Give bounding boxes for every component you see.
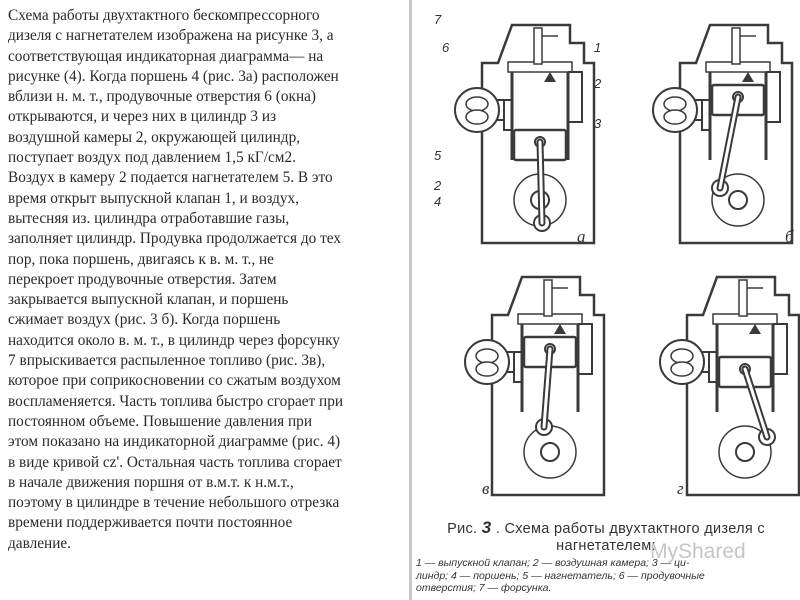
engine-panel-4 (660, 277, 799, 498)
panel-label: г (677, 479, 684, 498)
text-line: пор, пока поршень, двигаясь к в. м. т., не (8, 250, 274, 268)
text-line: постоянном объеме. Повышение давления при (8, 412, 313, 430)
blower-rotor-bottom (671, 362, 693, 376)
text-line: воздушной камеры 2, окружающей цилиндр, (8, 128, 301, 146)
caption-number: 3 (481, 518, 492, 537)
engine-panel-2 (653, 25, 794, 246)
part-label: 5 (434, 148, 442, 163)
text-line: которое при соприкосновении со сжатым воздухом (8, 372, 341, 390)
text-line: в виде кривой cz'. Остальная часть топлива сгорает (8, 453, 342, 471)
caption-prefix: Рис. (447, 521, 478, 537)
blower-rotor-bottom (466, 110, 488, 124)
blower-rotor-bottom (664, 110, 686, 124)
text-line: поступает воздух под давлением 1,5 кГ/см2. (8, 149, 296, 167)
blower-rotor-bottom (476, 362, 498, 376)
legend-line: 1 — выпускной клапан; 2 — воздушная камера; 3 — ци- (416, 557, 690, 569)
injector (544, 280, 552, 316)
injector (732, 28, 740, 64)
panel-label: б (785, 227, 794, 246)
caption-text: . Схема работы двухтактного дизеля с нагнетателем: (495, 521, 765, 554)
text-line: воспламеняется. Часть топлива быстро сгорает при (8, 392, 344, 410)
text-line: закрывается выпускной клапан, и поршень (8, 291, 289, 309)
text-line: время открыт выпускной клапан 1, и воздух, (8, 189, 299, 207)
blower-rotor-top (664, 97, 686, 111)
text-line: заполняет цилиндр. Продувка продолжается до тех (8, 230, 341, 248)
text-line: поэтому в цилиндре в течение небольшого отрезка (8, 494, 340, 512)
text-line: вытесняя из. цилиндра отработавшие газы, (8, 209, 290, 227)
engine-panel-3 (465, 277, 604, 498)
part-label: 7 (434, 12, 442, 27)
watermark-logo: MyShared (650, 540, 746, 563)
injector (534, 28, 542, 64)
blower-rotor-top (476, 349, 498, 363)
part-label: 2 (594, 76, 602, 91)
text-line: Воздух в камеру 2 подается нагнетателем 5. В это (8, 169, 333, 187)
text-line: открываются, и через них в цилиндр 3 из (8, 108, 277, 126)
engine-panel-1 (455, 25, 594, 246)
engine-figure (412, 0, 800, 600)
text-line: перекроет продувочные отверстия. Затем (8, 270, 277, 288)
legend-line: линдр; 4 — поршень; 5 — нагнетатель; 6 — продувочные (416, 569, 705, 582)
blower-rotor-top (466, 97, 488, 111)
engine-diagrams (412, 0, 800, 520)
part-label: 1 (594, 40, 602, 55)
text-line: 7 впрыскивается распыленное топливо (рис. 3в), (8, 352, 326, 370)
blower-rotor-top (671, 349, 693, 363)
text-line: находится около в. м. т., в цилиндр через форсунку (8, 331, 340, 349)
injector (739, 280, 747, 316)
crankshaft (541, 443, 559, 461)
panel-label: а (577, 227, 586, 246)
text-line: сжимает воздух (рис. 3 б). Когда поршень (8, 311, 281, 329)
text-line: дизеля с нагнетателем изображена на рисунке 3, а (8, 27, 334, 45)
article-text (8, 6, 408, 554)
part-label: 3 (594, 116, 602, 131)
text-line: рисунке (4). Когда поршень 4 (рис. 3а) расположен (8, 67, 339, 85)
text-line: этом показано на индикаторной диаграмме (рис. 4) (8, 433, 341, 451)
legend-line: отверстия; 7 — форсунка. (416, 582, 552, 594)
crankshaft (736, 443, 754, 461)
text-line: Схема работы двухтактного бескомпрессорного (8, 7, 320, 24)
part-label: 6 (442, 40, 450, 55)
text-line: в начале движения поршня от в.м.т. к н.м.т., (8, 473, 294, 491)
panel-label: в (482, 479, 490, 498)
connecting-rod-inner (540, 142, 542, 223)
crankshaft (729, 191, 747, 209)
text-line: давление. (8, 534, 72, 552)
text-line: вблизи н. м. т., продувочные отверстия 6 (окна) (8, 88, 317, 106)
text-line: соответствующая индикаторная диаграмма— на (8, 47, 324, 65)
part-label: 4 (434, 194, 442, 209)
text-line: времени поддерживается почти постоянное (8, 514, 293, 532)
part-label: 2 (434, 178, 442, 193)
